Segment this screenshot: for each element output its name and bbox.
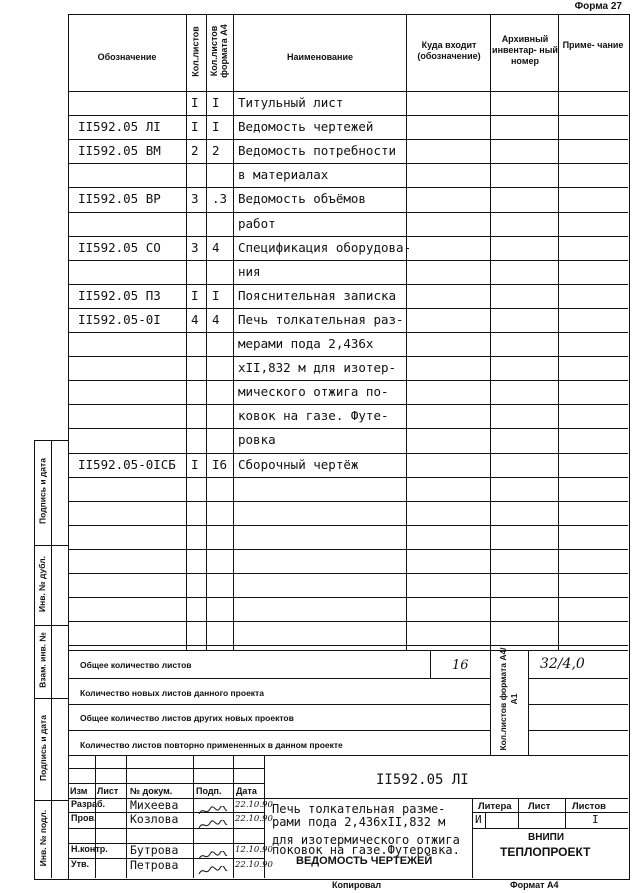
row-name: мического отжига по- (238, 384, 389, 400)
header-a4-format: Кол.листов формата А4 (209, 24, 229, 78)
signature-mark (198, 861, 228, 871)
row-a4: 2 (212, 143, 220, 159)
row-sheets: 3 (191, 191, 199, 207)
total-sheets-label: Общее количество листов (80, 660, 192, 670)
new-sheets-label: Количество новых листов данного проекта (80, 688, 264, 698)
stamp-title-line: рами пода 2,436хII,832 м (272, 815, 446, 829)
stamp-date: 12.10.90 (235, 845, 273, 855)
row-name: мерами пода 2,436х (238, 336, 374, 351)
stamp-sheets-value: I (592, 813, 599, 826)
row-name: Ведомость чертежей (238, 119, 374, 135)
margin-signature-date: Подпись и дата (37, 458, 48, 524)
row-sheets: I (191, 456, 199, 472)
stamp-sheets: Листов (572, 801, 606, 812)
signature-mark (198, 801, 228, 811)
row-name: Ведомость объёмов (238, 191, 366, 207)
stamp-col-header: Подп. (196, 786, 222, 796)
row-designation: II592.05-0I (78, 311, 161, 327)
stamp-person-name: Бутрова (130, 843, 179, 857)
row-a4: I (212, 287, 220, 303)
row-name: Печь толкательная раз- (238, 311, 404, 327)
row-a4: I6 (212, 456, 228, 472)
row-name: хII,832 м для изотер- (238, 360, 397, 376)
row-sheets: I (191, 287, 199, 303)
stamp-person-name: Козлова (130, 812, 179, 826)
margin-signature-date-2: Подпись и дата (38, 715, 48, 781)
header-sheets-cell (186, 14, 206, 91)
row-name: работ (238, 215, 276, 231)
stamp-title-line: для изотермического отжига (272, 833, 460, 847)
stamp-title-line: поковок на газе.Футеровка. (272, 843, 460, 857)
other-new-label: Общее количество листов других новых проектов (80, 713, 294, 723)
header-sheets-count: Кол.листов (190, 26, 201, 77)
header-designation: Обозначение (97, 52, 157, 62)
stamp-code: II592.05 ЛI (376, 772, 469, 788)
row-designation: II592.05-0IСБ (78, 456, 176, 472)
a4-format-label: Кол.листов формата А4/А1 (498, 647, 519, 751)
footer-format: Формат А4 (510, 880, 559, 890)
footer-copied: Копировал (332, 880, 382, 890)
header-name: Наименование (286, 52, 354, 62)
margin-cell-3 (34, 625, 51, 698)
row-sheets: I (191, 95, 199, 110)
stamp-role: Разраб. (71, 799, 106, 809)
margin-replace-inv: Взам. инв. № (37, 632, 48, 688)
stamp-role: Утв. (71, 859, 90, 869)
row-a4: I (212, 95, 220, 110)
row-a4: .3 (212, 191, 228, 207)
row-name: в материалах (238, 167, 329, 183)
stamp-litera: Литера (478, 801, 512, 812)
row-name: ния (238, 263, 261, 279)
row-a4: 4 (212, 311, 220, 327)
stamp-col-header: Дата (236, 786, 257, 796)
row-designation: II592.05 ВР (78, 191, 161, 207)
header-where-included: Куда входит (обозначение) (417, 40, 481, 61)
row-sheets: 2 (191, 143, 199, 159)
stamp-date: 22.10.90 (235, 860, 273, 870)
row-sheets: 4 (191, 311, 199, 327)
row-sheets: 3 (191, 239, 199, 255)
stamp-person-name: Михеева (130, 798, 179, 812)
signature-mark (198, 846, 228, 856)
header-archive-number: Архивный инвентар- ный номер (492, 34, 558, 66)
row-a4: I (212, 119, 220, 135)
reused-label: Количество листов повторно примененных в данном проекте (80, 740, 343, 750)
stamp-col-header: Лист (97, 786, 119, 796)
margin-inv-dupl: Инв. № дубл. (37, 555, 47, 613)
row-name: Пояснительная записка (238, 287, 397, 303)
stamp-doc-name: ВЕДОМОСТЬ ЧЕРТЕЖЕЙ (296, 855, 433, 867)
stamp-col-header: Изм (70, 786, 88, 796)
a4-format-cell (490, 647, 528, 755)
row-designation: II592.05 СО (78, 239, 161, 255)
row-a4: 4 (212, 239, 220, 255)
stamp-sheet: Лист (528, 801, 551, 812)
row-designation: II592.05 ПЗ (78, 287, 161, 303)
stamp-title-line: Печь толкательная разме- (272, 802, 446, 816)
margin-inv-orig: Инв. № подл. (38, 809, 48, 867)
stamp-litera-value: И (475, 813, 482, 826)
total-sheets-value: 16 (452, 658, 469, 673)
row-name: Сборочный чертёж (238, 456, 359, 472)
stamp-role: Н.контр. (71, 844, 108, 854)
margin-cell-4 (34, 698, 51, 800)
stamp-date: 22.10.90 (235, 814, 273, 824)
row-name: Титульный лист (238, 95, 344, 110)
header-a4-cell (206, 14, 233, 91)
stamp-org-1: ВНИПИ (528, 832, 565, 843)
margin-cell-2 (34, 545, 51, 625)
header-note: Приме- чание (562, 40, 624, 50)
row-name: Ведомость потребности (238, 143, 397, 159)
stamp-role: Пров. (71, 813, 97, 823)
stamp-person-name: Петрова (130, 858, 179, 872)
row-name: ровка (238, 432, 276, 448)
stamp-date: 22.10.90 (235, 800, 273, 810)
margin-cell-5 (34, 800, 51, 878)
row-designation: II592.05 ВМ (78, 143, 161, 159)
signature-mark (198, 815, 228, 825)
signature-mark (198, 831, 228, 841)
row-name: ковок на газе. Футе- (238, 408, 389, 424)
stamp-org-2: ТЕПЛОПРОЕКТ (500, 845, 591, 859)
margin-cell-1 (34, 440, 51, 545)
stamp-col-header: № докум. (130, 786, 173, 796)
form-label: Форма 27 (574, 1, 622, 12)
row-sheets: I (191, 119, 199, 135)
row-designation: II592.05 ЛI (78, 119, 161, 135)
a4-total-value: 32/4,0 (540, 656, 585, 672)
row-name: Спецификация оборудова- (238, 239, 412, 255)
